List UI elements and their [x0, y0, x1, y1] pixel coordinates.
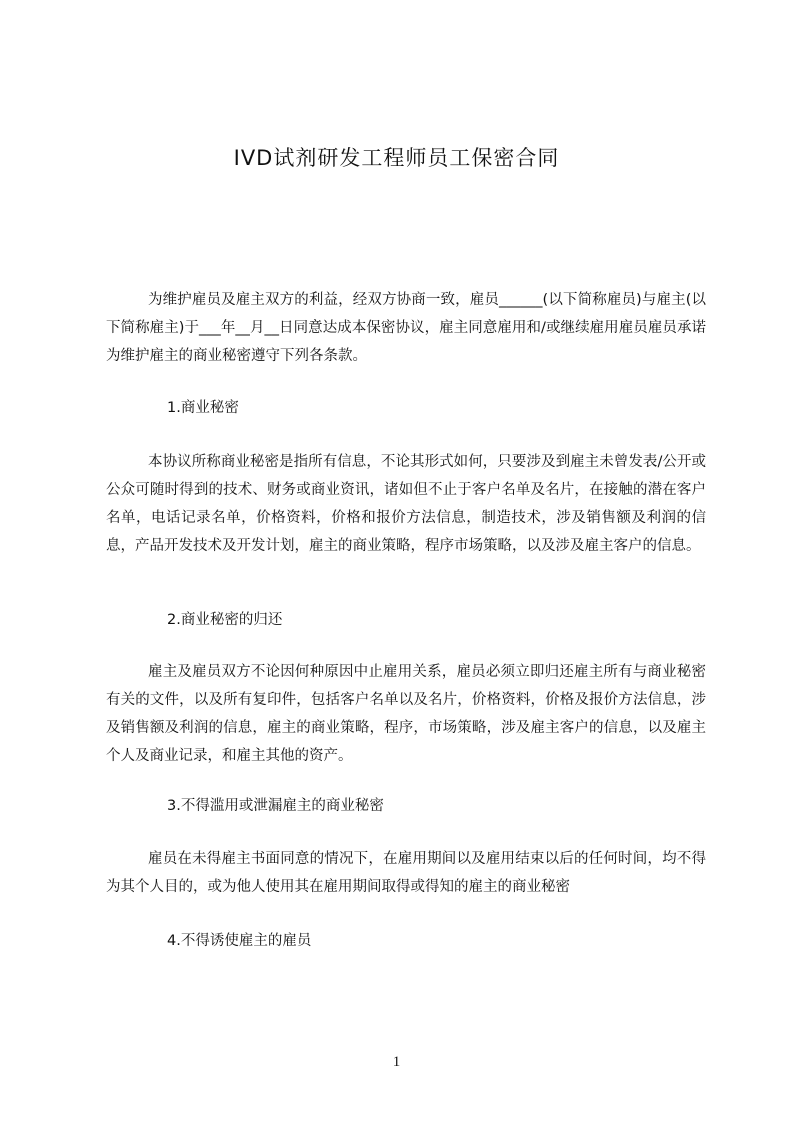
document-title: IVD试剂研发工程师员工保密合同 [233, 146, 560, 170]
section-2-text: 雇主及雇员双方不论因何种原因中止雇用关系，雇员必须立即归还雇主所有与商业秘密有关的文件，以及所有复印件，包括客户名单以及名片，价格资料，价格及报价方法信息，涉及销售额及利润的信息，雇主的商业策略，程序，市场策略，涉及雇主客户的信息，以及雇主个人及商业记录，和雇主其他的资产。 [106, 664, 706, 764]
section-1-text: 本协议所称商业秘密是指所有信息，不论其形式如何，只要涉及到雇主未曾发表/公开或公众可随时得到的技术、财务或商业资讯，诸如但不止于客户名单及名片，在接触的潜在客户名单，电话记录名单，价格资料，价格和报价方法信息，制造技术，涉及销售额及利润的信息，产品开发技术及开发计划，雇主的商业策略，程序市场策略，以及涉及雇主客户的信息。 [106, 454, 706, 554]
section-4-heading: 4.不得诱使雇主的雇员 [167, 933, 312, 949]
section-1-paragraph [106, 448, 706, 560]
intro-paragraph [106, 286, 706, 370]
section-1-heading: 1.商业秘密 [167, 400, 239, 416]
section-2-heading: 2.商业秘密的归还 [167, 612, 283, 628]
page-number: 1 [392, 1054, 401, 1070]
intro-text: 为维护雇员及雇主双方的利益，经双方协商一致，雇员______(以下简称雇员)与雇主(以下简称雇主)于___年__月__日同意达成本保密协议，雇主同意雇用和/或继续雇用雇员雇员承诺为维护雇主的商业秘密遵守下列各条款。 [106, 292, 706, 364]
section-3-paragraph [106, 845, 706, 901]
section-2-paragraph [106, 658, 706, 770]
section-3-heading: 3.不得滥用或泄漏雇主的商业秘密 [167, 798, 384, 814]
section-3-text: 雇员在未得雇主书面同意的情况下，在雇用期间以及雇用结束以后的任何时间，均不得为其个人目的，或为他人使用其在雇用期间取得或得知的雇主的商业秘密 [106, 851, 706, 895]
